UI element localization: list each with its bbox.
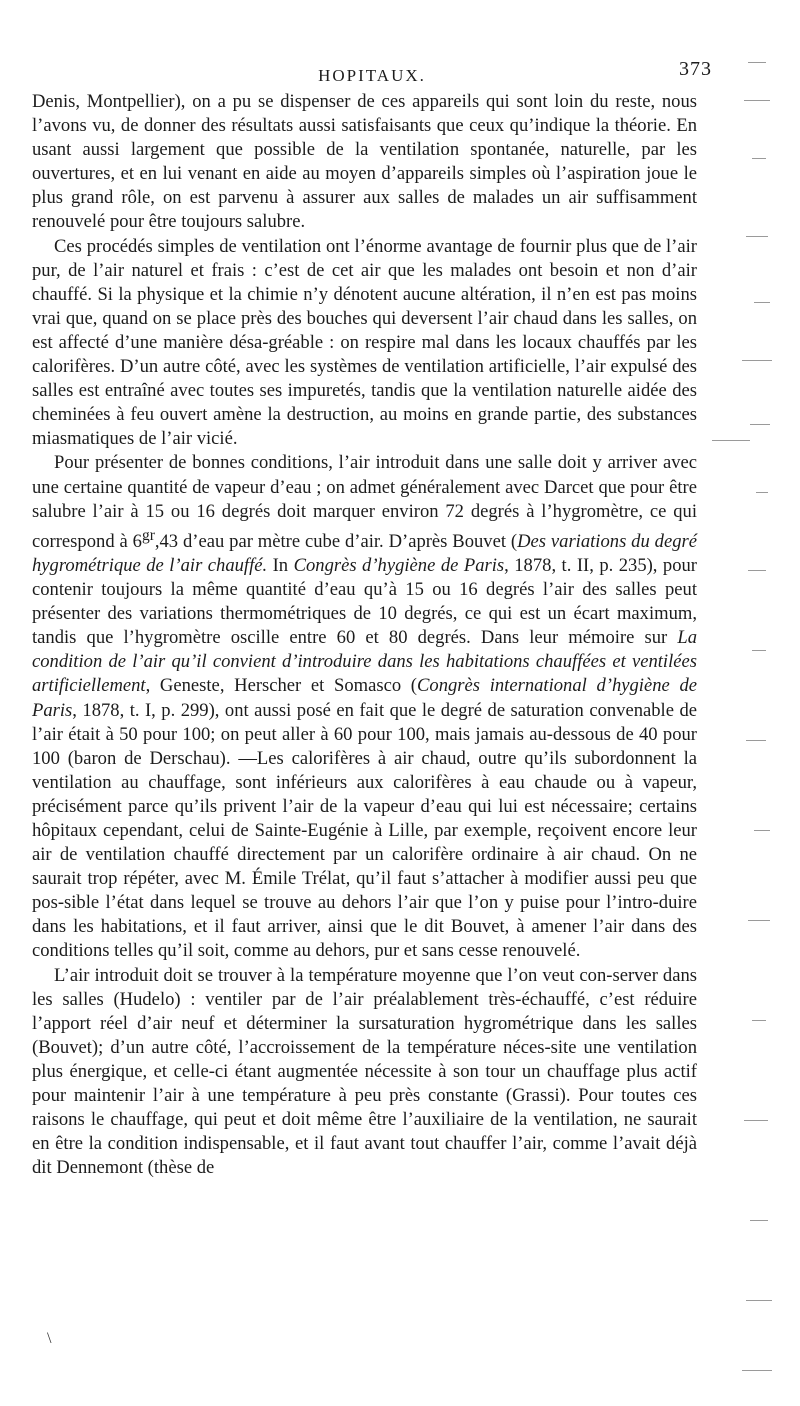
footer-mark: \ bbox=[47, 1330, 52, 1347]
paragraph-3: Pour présenter de bonnes conditions, l’air introduit dans une salle doit y arriver avec une certaine quantité de vapeur d’eau ; on admet généralement avec Darcet que pour être salubre l’air à 15 ou 16 degrés doit marquer environ 72 degrés à l’hygromètre, ce qui correspond à $6^{gr},43$ d’eau par mètre cube d’air. D’après Bouvet (Des variations du degré hygrométrique de l’air chauffé. In Congrès d’hygiène de Paris, 1878, t. II, p. 235), pour contenir toujours la même quantité d’eau qu’à 15 ou 16 degrés l’air des salles peut présenter des variations thermométriques de 10 degrés, ce qui est un écart maximum, tandis que l’hygromètre oscille entre 60 et 80 degrés. Dans leur mémoire sur La condition de l’air qu’il convient d’introduire dans les habitations chauffées et ventilées artificiellement, Geneste, Herscher et Somasco (Congrès international d’hygiène de Paris, 1878, t. I, p. 299), ont aussi posé en fait que le degré de saturation convenable de l’air était à 50 pour 100; on peut aller à 60 pour 100, mais jamais au-dessous de 40 pour 100 (baron de Derschau). —Les calorifères à air chaud, outre qu’ils subordonnent la ventilation au chauffage, sont inférieurs aux calorifères à eau chaude ou à vapeur, précisément parce qu’ils privent l’air de la vapeur d’eau qui lui est nécessaire; certains hôpitaux cependant, celui de Sainte-Eugénie à Lille, par exemple, reçoivent encore leur air de ventilation chauffé directement par un calorifère ordinaire à air chaud. On ne saurait trop répéter, avec M. Émile Trélat, qu’il faut s’attacher à modifier aussi peu que pos-sible l’état dans lequel se trouve au dehors l’air que l’on y puise pour l’intro-duire dans les habitations, et il faut arriver, ainsi que le dit Bouvet, à amener l’air dans des conditions telles qu’il soit, comme au dehors, pur et sans cesse renouvelé. bbox=[32, 452, 698, 962]
paragraph-2: Ces procédés simples de ventilation ont l’énorme avantage de fournir plus que de l’air pur, de l’air naturel et frais : c’est de cet air que les malades ont besoin et non d’air chauffé. Si la physique et la chimie n’y dénotent aucune altération, il n’en est pas moins vrai que, quand on se place près des bouches qui deversent l’air chaud dans les salles, on est affecté d’une manière désa-gréable : on respire mal dans les locaux chauffés par les calorifères. D’un autre côté, avec les systèmes de ventilation artificielle, l’air expulsé des salles est entraîné avec toutes ses impuretés, tandis que la ventilation naturelle aidée des cheminées à feu ouvert amène la destruction, au moins en grande partie, des substances miasmatiques de l’air vicié. bbox=[32, 235, 697, 450]
paragraph-4: L’air introduit doit se trouver à la température moyenne que l’on veut con-server dans les salles (Hudelo) : ventiler par de l’air préalablement très-échauffé, c’est réduire l’apport réel d’air neuf et déterminer la sursaturation hygrométrique dans les salles (Bouvet); d’un autre côté, l’accroissement de la température néces-site une ventilation plus énergique, et celle-ci étant augmentée nécessite à son tour un chauffage plus actif pour maintenir l’air à une température à peu près constante (Grassi). Pour toutes ces raisons le chauffage, qui peut et doit même être l’auxiliaire de la ventilation, ne saurait en être la condition indispensable, et il faut avant tout chauffer l’air, comme l’avait déjà dit Dennemont (thèse de bbox=[32, 964, 697, 1179]
body-text bbox=[32, 90, 697, 1180]
scan-margin-noise bbox=[742, 40, 782, 1380]
page-number: 373 bbox=[679, 58, 712, 80]
running-head: HOPITAUX. bbox=[318, 66, 426, 85]
paragraph-1: Denis, Montpellier), on a pu se dispenser de ces appareils qui sont loin du reste, nous l’avons vu, de donner des résultats aussi satisfaisants que ceux qu’indique la théorie. En usant aussi largement que possible de la ventilation spontanée, naturelle, par les ouvertures, et en lui venant en aide au moyen d’appareils simples où l’aspiration joue le plus grand rôle, on est parvenu à assurer aux salles de malades un air suffisamment renouvelé pour être toujours salubre. bbox=[32, 91, 697, 233]
page-header bbox=[32, 52, 712, 86]
